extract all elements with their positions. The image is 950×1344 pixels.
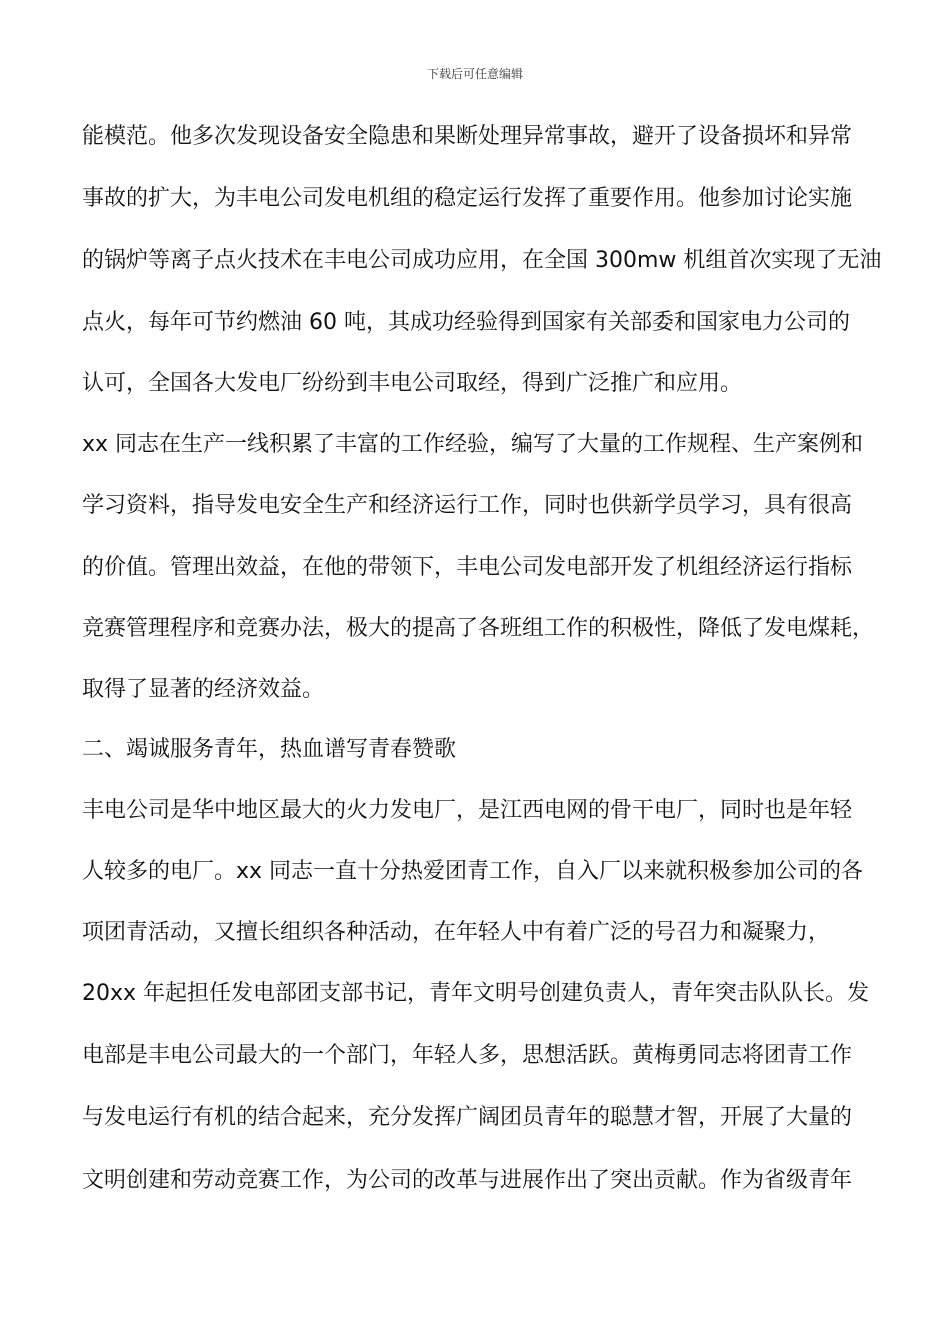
text-line: 能模范。他多次发现设备安全隐患和果断处理异常事故，避开了设备损坏和异常: [82, 124, 853, 149]
text-line: xx 同志在生产一线积累了丰富的工作经验，编写了大量的工作规程、生产案例和: [82, 432, 864, 457]
text-line: 竞赛管理程序和竞赛办法，极大的提高了各班组工作的积极性，降低了发电煤耗，: [82, 616, 875, 641]
text-line: 人较多的电厂。xx 同志一直十分热爱团青工作，自入厂以来就积极参加公司的各: [82, 859, 864, 884]
text-line: 点火，每年可节约燃油 60 吨，其成功经验得到国家有关部委和国家电力公司的: [82, 310, 850, 335]
text-line: 项团青活动，又擅长组织各种活动，在年轻人中有着广泛的号召力和凝聚力，: [82, 920, 831, 945]
section-heading: 二、竭诚服务青年，热血谱写青春赞歌: [82, 737, 457, 762]
text-line: 丰电公司是华中地区最大的火力发电厂，是江西电网的骨干电厂，同时也是年轻: [82, 798, 853, 823]
text-line: 20xx 年起担任发电部团支部书记，青年文明号创建负责人，青年突击队队长。发: [82, 981, 870, 1006]
text-line: 的价值。管理出效益，在他的带领下，丰电公司发电部开发了机组经济运行指标: [82, 555, 853, 580]
text-line: 电部是丰电公司最大的一个部门，年轻人多，思想活跃。黄梅勇同志将团青工作: [82, 1043, 853, 1068]
text-line: 事故的扩大，为丰电公司发电机组的稳定运行发挥了重要作用。他参加讨论实施: [82, 186, 853, 211]
text-line: 与发电运行有机的结合起来，充分发挥广阔团员青年的聪慧才智，开展了大量的: [82, 1105, 853, 1130]
text-line: 取得了显著的经济效益。: [82, 677, 325, 702]
page-header: 下载后可任意编辑: [426, 67, 523, 81]
text-line: 文明创建和劳动竞赛工作，为公司的改革与进展作出了突出贡献。作为省级青年: [82, 1168, 853, 1193]
text-line: 学习资料，指导发电安全生产和经济运行工作，同时也供新学员学习，具有很高: [82, 493, 853, 518]
text-line: 的锅炉等离子点火技术在丰电公司成功应用，在全国 300mw 机组首次实现了无油: [82, 248, 882, 273]
text-line: 认可，全国各大发电厂纷纷到丰电公司取经，得到广泛推广和应用。: [82, 371, 743, 396]
